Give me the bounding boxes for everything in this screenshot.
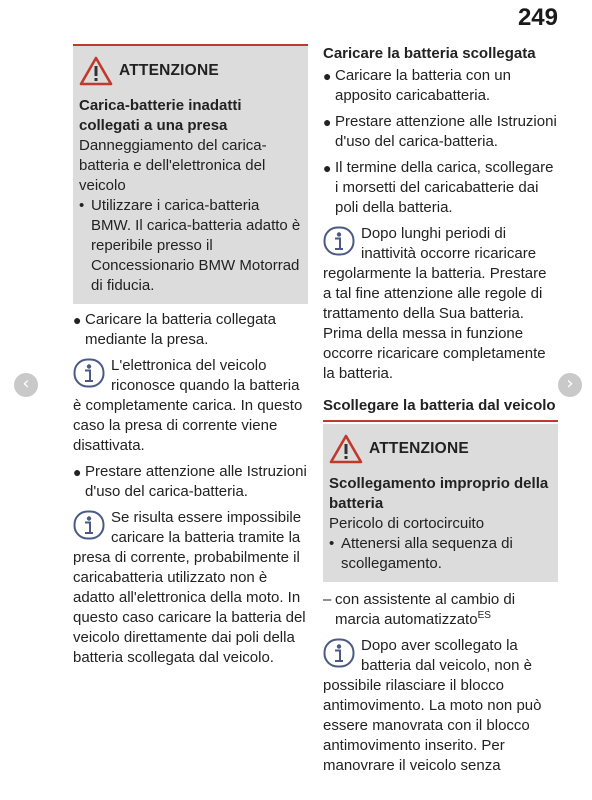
warning-box [323,424,558,582]
bullet-text: Caricare la batteria con un apposito caricabatteria. [335,67,511,104]
warning-bullet-text: Attenersi alla sequenza di scollegamento. [341,535,513,572]
warning-triangle-icon [79,56,113,86]
dash-item: – con assistente al cambio di marcia automatizzato$^{ES}$ [323,590,558,630]
bullet-text: Il termine della carica, scollegare i morsetti del caricabatterie dai poli della batteria. [335,159,554,216]
next-page-button[interactable] [558,373,582,397]
note-text: Se risulta essere impossibile caricare la batteria tramite la presa di corrente, probabilmente il caricabatteria utilizzato non è adatto all'elettronica della moto. In questo caso caricare la batteria del veicolo direttamente dai poli della batteria scollegata dal veicolo. [73,509,306,666]
right-column [323,44,558,776]
list-item: ● Prestare attenzione alle Istruzioni d'uso del carica-batteria. [73,463,307,500]
warning-title: ATTENZIONE [119,62,219,79]
list-item: ● Il termine della carica, scollegare i morsetti del caricabatterie dai poli della batteria. [323,158,558,218]
warning-subtitle: Carica-batterie inadatti collegati a una presa [79,97,242,134]
section-heading: Caricare la batteria scollegata [323,45,536,62]
note-text: L'elettronica del veicolo riconosce quando la batteria è completamente carica. In questo caso la presa di corrente viene disattivata. [73,357,303,454]
dash-item-label: con assistente al cambio di marcia automatizzato [335,591,516,628]
bullet-text: Caricare la batteria collegata mediante la presa. [85,311,276,348]
info-icon [73,358,105,388]
warning-bullet: • Attenersi alla sequenza di scollegamento. [329,534,552,574]
warning-triangle-icon [329,434,363,464]
warning-bullet: • Utilizzare i carica-batteria BMW. Il carica-batteria adatto è reperibile presso il Concessionario BMW Motorrad di fiducia. [79,197,301,294]
info-icon [73,510,105,540]
info-note [73,356,308,456]
warning-header [329,434,552,464]
warning-title: ATTENZIONE [369,440,469,457]
dash-item-superscript: ES [477,610,491,621]
warning-header [79,56,302,86]
chevron-right-icon: › [566,373,574,394]
warning-box [73,44,308,304]
info-icon [323,638,355,668]
chevron-left-icon: ‹ [22,373,30,394]
warning-text: Danneggiamento del carica-batteria e dell'elettronica del veicolo [79,137,267,194]
bullet-text: Prestare attenzione alle Istruzioni d'uso del carica-batteria. [85,463,307,500]
info-note [73,508,308,668]
section-heading: Scollegare la batteria dal veicolo [323,396,558,422]
bullet-text: Prestare attenzione alle Istruzioni d'uso del carica-batteria. [335,113,557,150]
warning-bullet-text: Utilizzare i carica-batteria BMW. Il carica-batteria adatto è reperibile presso il Concessionario BMW Motorrad di fiducia. [91,197,301,294]
prev-page-button[interactable] [14,373,38,397]
warning-text: Pericolo di cortocircuito [329,515,485,532]
info-note [323,224,558,384]
left-column [73,44,308,668]
list-item: ● Caricare la batteria collegata mediante la presa. [73,310,308,350]
dash-item-text [335,590,558,630]
page-number: 249 [517,4,558,31]
warning-subtitle: Scollegamento improprio della batteria [329,475,549,512]
note-text: Dopo aver scollegato la batteria dal veicolo, non è possibile rilasciare il blocco antimovimento. La moto non può essere manovrata con il blocco antimovimento inserito. Per manovrare il veicolo senza [323,637,542,774]
list-item: ● Prestare attenzione alle Istruzioni d'uso del carica-batteria. [323,113,557,150]
note-text: Dopo lunghi periodi di inattività occorre ricaricare regolarmente la batteria. Prestare a tal fine attenzione alle regole di trattamento della Sua batteria. Prima della messa in funzione occorre ricaricare completamente la batteria. [323,225,547,382]
list-item: ● Caricare la batteria con un apposito caricabatteria. [323,66,558,106]
info-icon [323,226,355,256]
info-note [323,636,558,776]
